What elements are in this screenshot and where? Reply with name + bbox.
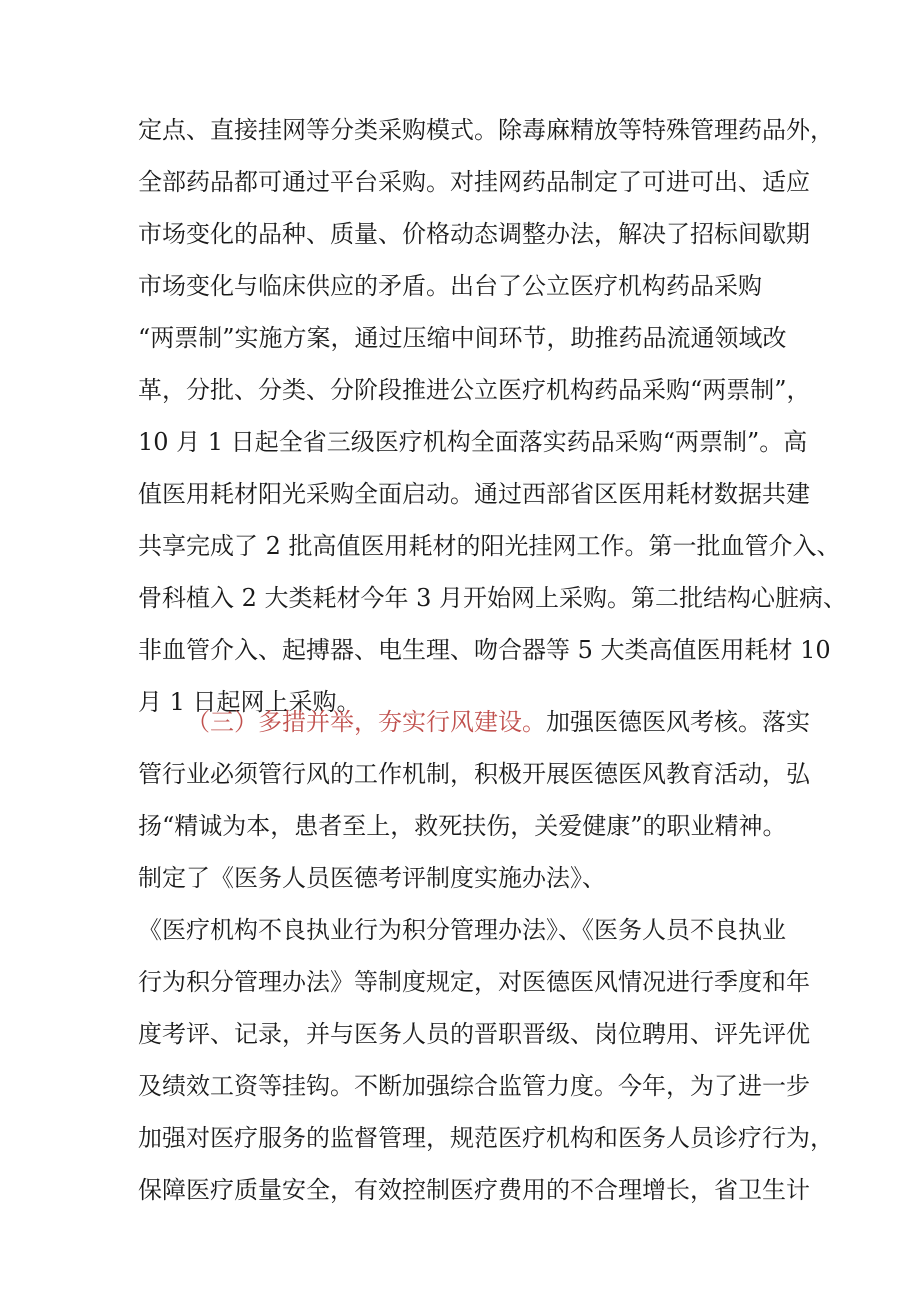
paragraph-1-line-12: 月 1 日起网上采购。 (138, 688, 361, 716)
paragraph-2-line-9: 加强对医疗服务的监督管理，规范医疗机构和医务人员诊疗行为， (138, 1124, 834, 1152)
paragraph-2-line-4: 制定了《医务人员医德考评制度实施办法》、 (138, 864, 606, 892)
paragraph-1-line-5: “两票制”实施方案，通过压缩中间环节，助推药品流通领域改 (138, 324, 787, 352)
paragraph-2-line-3: 扬“精诚为本，患者至上，救死扶伤，关爱健康”的职业精神。 (138, 812, 787, 840)
paragraph-2-line-2: 管行业必须管行风的工作机制，积极开展医德医风教育活动，弘 (138, 760, 810, 788)
paragraph-1-line-4: 市场变化与临床供应的矛盾。出台了公立医疗机构药品采购 (138, 272, 762, 300)
paragraph-1-line-9: 共享完成了 2 批高值医用耗材的阳光挂网工作。第一批血管介入、 (138, 532, 841, 560)
paragraph-2-first-line-text: 加强医德医风考核。落实 (546, 708, 810, 736)
paragraph-1-line-11: 非血管介入、起搏器、电生理、吻合器等 5 大类高值医用耗材 10 (138, 636, 831, 664)
paragraph-1-line-2: 全部药品都可通过平台采购。对挂网药品制定了可进可出、适应 (138, 168, 810, 196)
paragraph-1-line-3: 市场变化的品种、质量、价格动态调整办法，解决了招标间歇期 (138, 220, 810, 248)
paragraph-1-line-7: 10 月 1 日起全省三级医疗机构全面落实药品采购“两票制”。高 (138, 428, 808, 456)
paragraph-2-line-8: 及绩效工资等挂钩。不断加强综合监管力度。今年，为了进一步 (138, 1072, 810, 1100)
paragraph-1-line-10: 骨科植入 2 大类耗材今年 3 月开始网上采购。第二批结构心脏病、 (138, 584, 848, 612)
paragraph-2-line-10: 保障医疗质量安全，有效控制医疗费用的不合理增长，省卫生计 (138, 1176, 810, 1204)
paragraph-1-line-1: 定点、直接挂网等分类采购模式。除毒麻精放等特殊管理药品外， (138, 116, 834, 144)
section-heading: （三）多措并举，夯实行风建设。 (186, 708, 546, 736)
paragraph-2-line-7: 度考评、记录，并与医务人员的晋职晋级、岗位聘用、评先评优 (138, 1020, 810, 1048)
paragraph-1-line-8: 值医用耗材阳光采购全面启动。通过西部省区医用耗材数据共建 (138, 480, 810, 508)
paragraph-1-line-6: 革，分批、分类、分阶段推进公立医疗机构药品采购“两票制”， (138, 376, 811, 404)
paragraph-2-line-6: 行为积分管理办法》等制度规定，对医德医风情况进行季度和年 (138, 968, 810, 996)
paragraph-2-first-line (186, 702, 810, 742)
paragraph-2-line-5: 《医疗机构不良执业行为积分管理办法》、《医务人员不良执业 (138, 916, 786, 944)
